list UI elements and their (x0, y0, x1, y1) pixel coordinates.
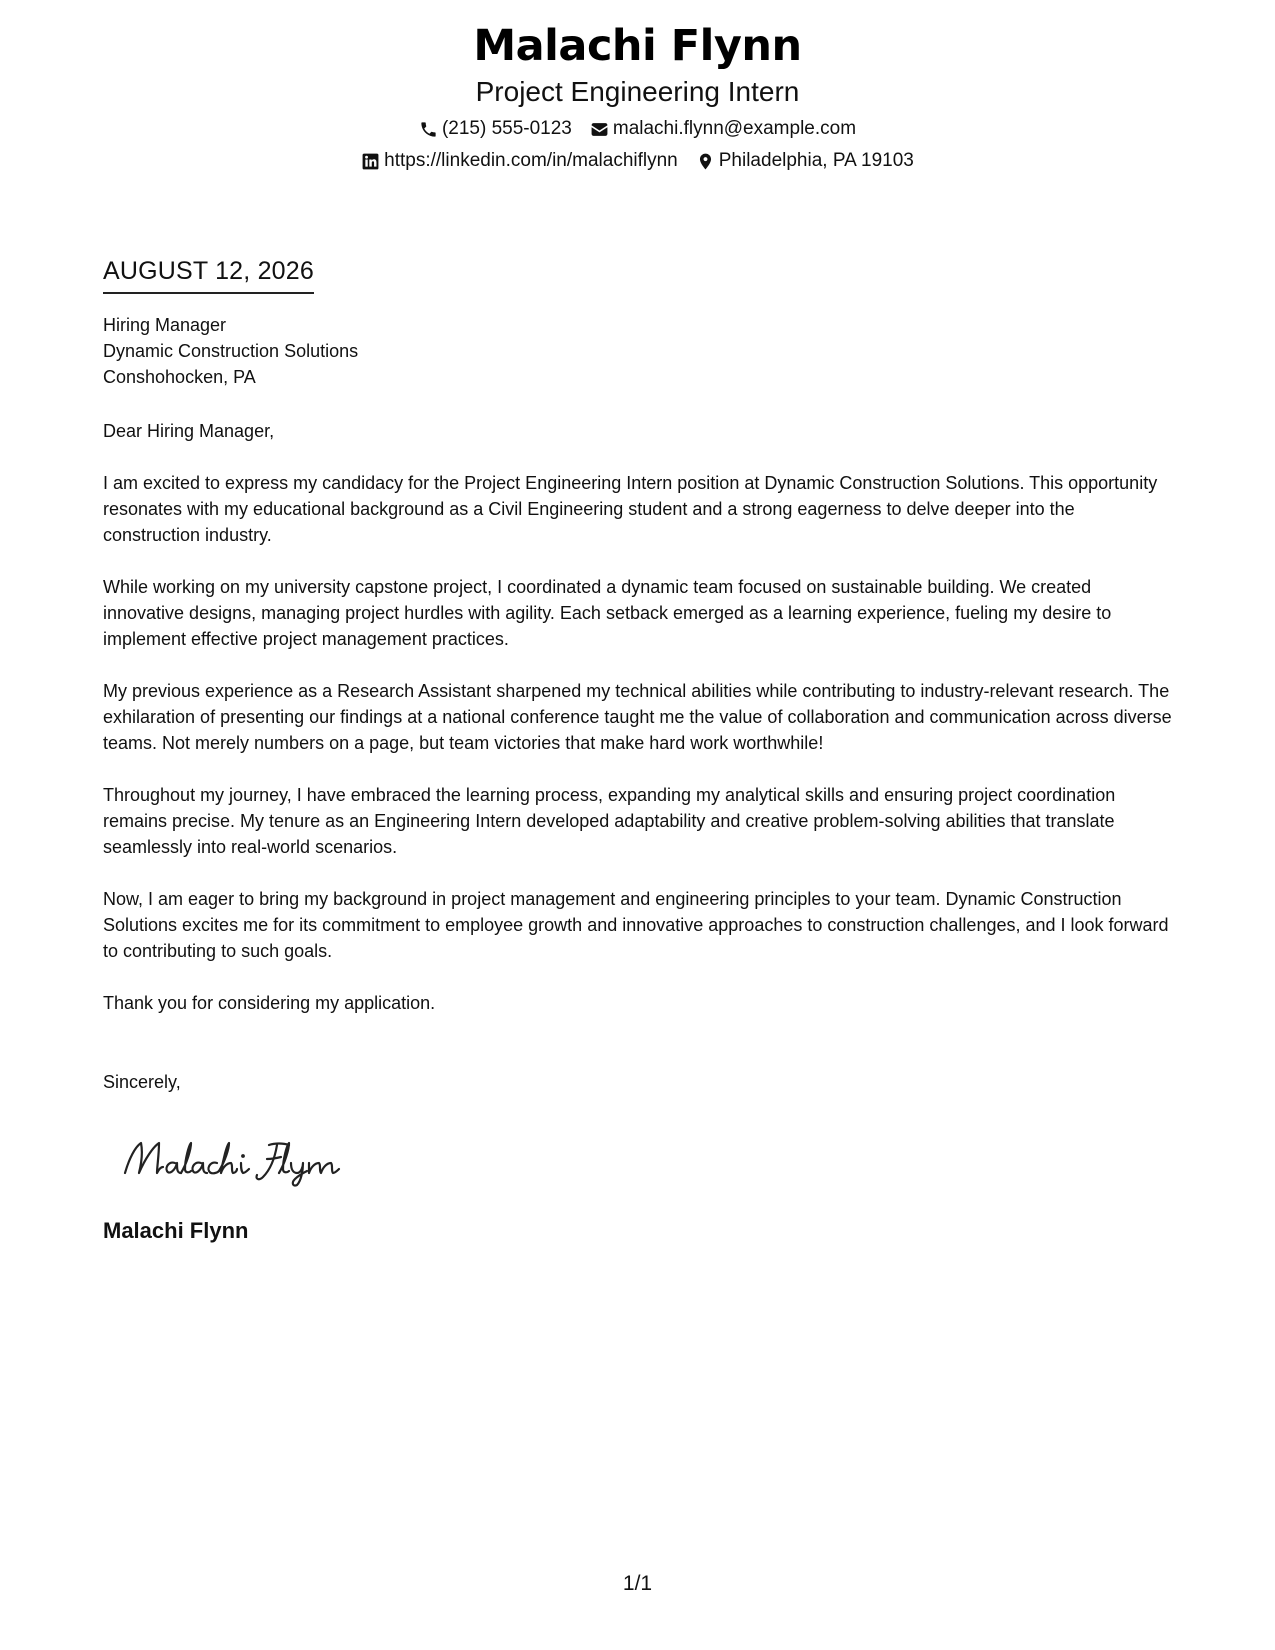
contact-linkedin (361, 149, 678, 173)
map-pin-icon (696, 152, 715, 171)
recipient-line: Dynamic Construction Solutions (103, 341, 359, 361)
letter-header (0, 18, 1275, 173)
recipient-line: Conshohocken, PA (103, 367, 256, 387)
contact-phone (419, 117, 572, 141)
contact-line-primary (0, 117, 1275, 141)
recipient-line: Hiring Manager (103, 315, 227, 335)
phone-number: (215) 555-0123 (441, 118, 572, 139)
phone-icon (419, 120, 438, 139)
page-number: 1/1 (622, 1572, 653, 1595)
letter-body (103, 256, 1173, 1245)
applicant-title: Project Engineering Intern (475, 76, 800, 107)
signer-name: Malachi Flynn (103, 1218, 249, 1243)
linkedin-url[interactable]: https://linkedin.com/in/malachiflynn (384, 150, 678, 171)
letter-paragraph: I am excited to express my candidacy for the Project Engineering Intern position at Dynamic Construction Solutions. This opportunity resonates with my educational background as a Civil Engineering student and a strong eagerness to delve deeper into the construction industry. (103, 473, 1158, 545)
letter-paragraph: While working on my university capstone project, I coordinated a dynamic team focused on sustainable building. We created innovative designs, managing project hurdles with agility. Each setback emerged as a learning experience, fueling my desire to implement effective project management practices. (103, 577, 1112, 649)
contact-location (696, 149, 914, 173)
letter-paragraph: Thank you for considering my application. (103, 993, 436, 1013)
envelope-icon (590, 120, 609, 139)
salutation: Dear Hiring Manager, (103, 421, 275, 441)
recipient-block (103, 312, 1173, 390)
letter-paragraph: Now, I am eager to bring my background in project management and engineering principles to your team. Dynamic Construction Solutions excites me for its commitment to employee growth and innovative approaches to construction challenges, and I look forward to contributing to such goals. (103, 889, 1169, 961)
handwritten-signature (119, 1129, 359, 1189)
email-address: malachi.flynn@example.com (612, 118, 857, 139)
applicant-name: Malachi Flynn (473, 21, 802, 71)
contact-line-secondary (0, 149, 1275, 173)
linkedin-icon (361, 152, 380, 171)
letter-paragraph: My previous experience as a Research Assistant sharpened my technical abilities while contributing to industry-relevant research. The exhilaration of presenting our findings at a national conference taught me the value of collaboration and communication across diverse teams. Not merely numbers on a page, but team victories that make hard work worthwhile! (103, 681, 1172, 753)
contact-email (590, 117, 856, 141)
letter-date: AUGUST 12, 2026 (103, 256, 314, 294)
location-text: Philadelphia, PA 19103 (718, 150, 914, 171)
closing: Sincerely, (103, 1072, 181, 1092)
letter-paragraph: Throughout my journey, I have embraced the learning process, expanding my analytical skills and ensuring project coordination remains precise. My tenure as an Engineering Intern developed adaptability and creative problem-solving abilities that translate seamlessly into real-world scenarios. (103, 785, 1116, 857)
